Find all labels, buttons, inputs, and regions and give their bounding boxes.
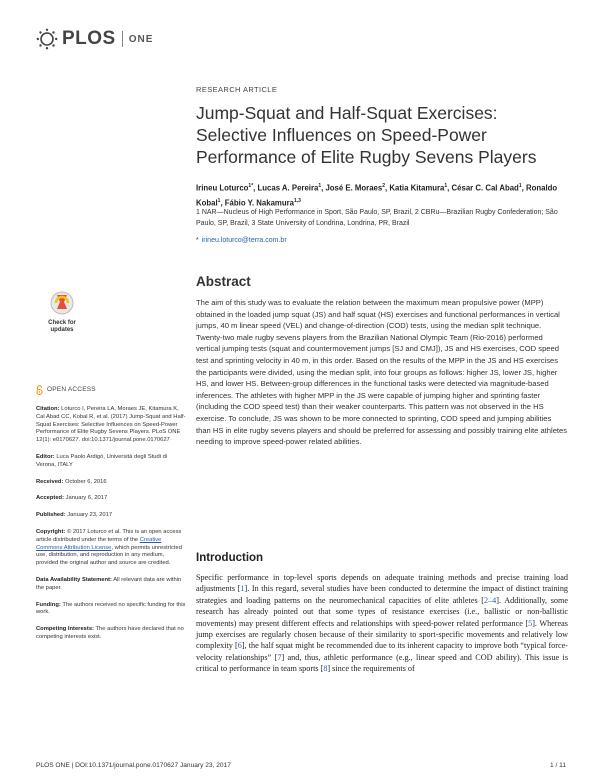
funding-label: Funding: — [36, 601, 61, 608]
reference-link[interactable]: 6 — [237, 641, 242, 651]
reference-link[interactable]: 5 — [528, 618, 533, 628]
published-date: January 23, 2017 — [67, 512, 113, 519]
copyright-text: © 2017 Loturco et al. This is an open access article distributed under the terms of the — [36, 528, 182, 543]
editor-block — [36, 454, 186, 470]
reference-link[interactable]: 2–4 — [483, 595, 497, 605]
author-name: César C. Cal Abad — [451, 183, 519, 193]
reference-link[interactable]: 8 — [323, 664, 328, 674]
intro-text-run: ]. In this regard, several studies have been conducted to determine the impact of distinct training strategies and loading patterns on the neuromechanical capacities of elite athletes [ — [196, 584, 569, 605]
intro-text-run: ]. Whereas jump exercises are regularly chosen because of their similarity to sport-specific movements and relatively low complexity [ — [196, 618, 568, 651]
funding-block — [36, 602, 186, 618]
open-access-badge — [36, 385, 186, 395]
editor-label: Editor: — [36, 453, 55, 460]
copyright-label: Copyright: — [36, 528, 66, 535]
author-affiliation-mark: 1 — [318, 183, 322, 189]
competing-interests-block — [36, 626, 186, 642]
received-label: Received: — [36, 478, 64, 485]
citation-label: Citation: — [36, 406, 60, 412]
published-block — [36, 512, 186, 520]
author-affiliation-mark: 1* — [248, 183, 254, 189]
accepted-date: January 6, 2017 — [65, 495, 108, 502]
data-availability-text: All relevant data are within the paper. — [36, 576, 182, 591]
accepted-label: Accepted: — [36, 495, 65, 502]
article-title: Jump-Squat and Half-Squat Exercises: Selective Influences on Speed-Power Performance of Elite Rugby Sevens Players — [196, 103, 537, 167]
citation-text: Loturco I, Pereira LA, Moraes JE, Kitamura K, Cal Abad CC, Kobal R, et al. (2017) Jump-Squat and Half-Squat Exercises: Selective Influences on Speed-Power Performance of Elite Rugby Sevens Players. PLoS ONE 12(1): e0170627. doi:10.1371/journal.pone.0170627 — [36, 406, 186, 444]
competing-interests-label: Competing Interests: — [36, 626, 94, 633]
received-block — [36, 479, 186, 487]
author-name: Lucas A. Pereira — [257, 183, 319, 193]
author-affiliation-mark: 1,3 — [294, 197, 301, 204]
copyright-text-end: , which permits unrestricted use, distribution, and reproduction in any medium, provided the original author and source are credited. — [36, 544, 182, 567]
open-lock-icon — [36, 385, 43, 395]
author-name: Fábio Y. Nakamura — [224, 198, 294, 208]
intro-text-run: ] and, thus, athletic performance (e.g., linear speed and COD ability). This issue is critical to performance in team sports [ — [196, 652, 569, 674]
open-access-label: OPEN ACCESS — [47, 386, 96, 394]
logo-divider — [122, 31, 123, 47]
author-name: José E. Moraes — [325, 183, 383, 193]
license-link[interactable]: Creative Commons Attribution License — [36, 536, 162, 551]
copyright-block — [36, 529, 186, 568]
data-availability-label: Data Availability Statement: — [36, 576, 112, 583]
citation-block — [36, 406, 186, 445]
plos-wordmark: PLOS — [62, 28, 116, 49]
check-for-updates-label[interactable]: Check for updates — [48, 320, 76, 333]
intro-text-run: ] since the requirements of — [327, 664, 415, 674]
intro-text-run: ]. Additionally, some research has already pointed out that some types of resistance exercises (i.e., ballistic or non-ballistic movements) may present different effects and relationships with speed-power related performance [ — [196, 595, 568, 628]
article-info-sidebar — [36, 385, 186, 651]
author-affiliation-mark: 1 — [217, 197, 221, 204]
plos-logo-icon — [36, 28, 58, 50]
email-link[interactable]: irineu.loturco@terra.com.br — [201, 237, 287, 244]
abstract-text: The aim of this study was to evaluate the relation between the maximum mean propulsive power (MPP) obtained in the loaded jump squat (JS) and half squat (HS) exercises and functional performances in vertical jumps, 40 m linear speed (VEL) and change-of-direction (COD) tests, using the median split technique. Twenty-two male rugby sevens players from the Brazilian National Olympic Team (Rio-2016) performed vertical jumping tests (squat and countermovement jumps [SJ and CMJ]), JS and HS exercises, COD speed test and sprinting velocity in 40 m, in this order. Based on the results of the MPP in the JS and HS exercises the participants were divided, using the median split, into four groups as follows: higher JS, lower JS, higher HS, and lower HS. Between-group differences in the functional tasks were detected via magnitude-based inferences. The athletes with higher MPP in the JS were capable of jumping higher and sprinting faster (including the COD speed test) than their weaker counterparts. This pattern was not observed in the HS exercise. To conclude, JS was shown to be more connected to sprinting, COD speed and jumping abilities than HS in elite rugby sevens players and should be preferred for assessing and possibly training elite athletes needing to improve speed-power related abilities. — [196, 298, 568, 447]
introduction-heading: Introduction — [196, 552, 264, 564]
affiliations: 1 NAR—Nucleus of High Performance in Sport, São Paulo, SP, Brazil, 2 CBRu—Brazilian Rugby Confederation; São Paulo, SP, Brazil, 3 State University of Londrina, Londrina, PR, Brazil — [196, 209, 558, 227]
introduction-text — [196, 572, 568, 675]
accepted-block — [36, 495, 186, 503]
reference-link[interactable]: 1 — [240, 584, 245, 594]
funding-text: The authors received no specific funding for this work. — [36, 601, 186, 616]
abstract-heading: Abstract — [196, 274, 251, 289]
received-date: October 6, 2016 — [65, 478, 107, 485]
author-name: Ronaldo Kobal — [196, 183, 558, 208]
article-type-label: RESEARCH ARTICLE — [196, 85, 278, 94]
author-affiliation-mark: 2 — [382, 183, 386, 189]
author-affiliation-mark: 1 — [444, 183, 448, 189]
author-name: Katia Kitamura — [389, 183, 445, 193]
author-list: Irineu Loturco$^{1*}$, Lucas A. Pereira$^1$, José E. Moraes$^2$, Katia Kitamura$^1$, César C. Cal Abad$^1$, Ronaldo Kobal$^1$, Fábio Y. Nakamura$^{1,3}$ — [196, 183, 558, 208]
intro-text-run: ], the half squat might be recommended due to its inherent capacity to improve both “typical force-velocity relationships” [ — [196, 641, 568, 662]
competing-interests-text: The authors have declared that no competing interests exist. — [36, 626, 184, 640]
footer-citation: PLOS ONE | DOI:10.1371/journal.pone.0170627 January 23, 2017 — [36, 762, 231, 769]
editor-text: Luca Paolo Ardigò, Università degli Studi di Verona, ITALY — [36, 453, 168, 468]
reference-link[interactable]: 7 — [277, 652, 282, 662]
corresponding-email: * irineu.loturco@terra.com.br — [196, 237, 287, 244]
page-footer — [36, 762, 566, 769]
intro-text-run: Specific performance in top-level sports depends on adequate training methods and precise training load adjustments [ — [196, 573, 568, 594]
author-name: Irineu Loturco — [196, 183, 249, 193]
published-label: Published: — [36, 512, 66, 519]
author-affiliation-mark: 1 — [518, 183, 522, 189]
data-availability-block — [36, 577, 186, 593]
plos-one-logo — [36, 28, 153, 50]
page-number: 1 / 11 — [549, 762, 566, 769]
journal-name: ONE — [128, 33, 154, 45]
